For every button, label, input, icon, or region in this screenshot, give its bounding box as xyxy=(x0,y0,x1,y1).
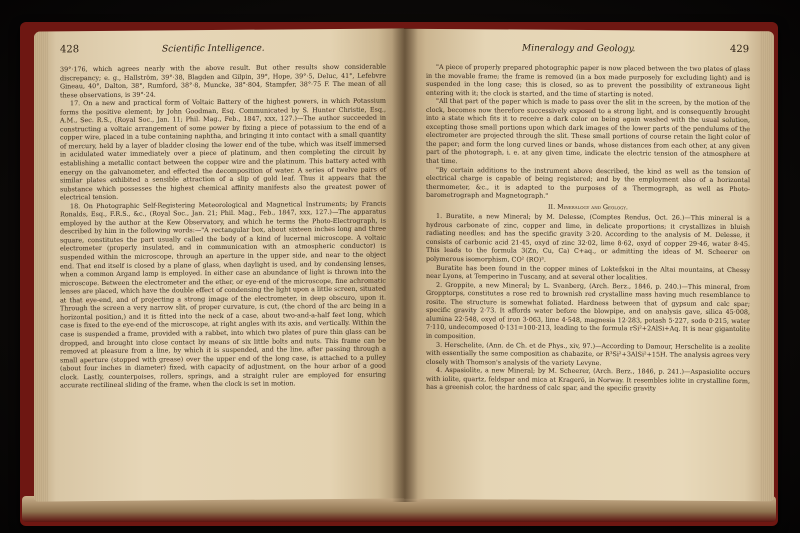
left-running-head: Scientific Intelligence. xyxy=(162,43,265,55)
paragraph: 39°·176, which agrees nearly with the above result. But other results show considerable discrepancy; e. g., Hallström, 39°·38, Blagden and Gilpin, 39°, Hope, 39°·5, Deluc, 41°, Lefebvre Gineau, 40°, Dalton, 38°, Rumford, 38°·8, Muncke, 38°·804, Stampfer, 38°·75 F. The mean of all these observations, is 39°·24. xyxy=(60,62,386,100)
right-page xyxy=(404,29,774,502)
left-page-number: 428 xyxy=(60,44,80,56)
paragraph: 4. Aspasiolite, a new Mineral; by M. Scheerer, (Arch. Berz., 1846, p. 241.)—Aspasiolite occurs with iolite, quartz, feldspar and mica at Kragerö, in Norway. It resembles iolite in crystalline form, has a greenish color, the hardness of calc spar, and the specific gravity xyxy=(426,366,750,393)
paragraph: Buratite has been found in the copper mines of Loktefskoi in the Altai mountains, at Chessy near Lyons, at Temperino in Tuscany, and at several other localities. xyxy=(426,263,750,282)
paragraph: "By certain additions to the instrument above described, the kind as well as the tension of electrical charge is capable of being registered; and by the employment also of a horizontal thermometer, &c., it is adapted to the purposes of a Thermograph, as well as Photo-barometrograph and Magnetograph." xyxy=(426,165,750,200)
paragraph: "All that part of the paper which is made to pass over the slit in the screen, by the motion of the clock, becomes now therefore successively exposed to a strong light, and is consequently brought into a state which fits it to receive a dark color on being again washed with the usual solution, excepting those small portions upon which dark images of the lower parts of the pendulums of the electrometer are projected through the slit. These small portions of course retain the light color of the paper; and form the long curved lines or bands, whose distances from each other, at any given part of the photograph, i. e. at any given time, indicate the electric tension of the atmosphere at that time. xyxy=(426,97,750,166)
paragraph: 1. Buratite, a new Mineral; by M. Delesse, (Comptes Rendus, Oct. 26.)—This mineral is a hydrous carbonate of zinc, copper and lime, in delicate proportions; it crystallizes in bluish radiating needles; and has the specific gravity 3·20. According to the analysis of M. Delesse, it consists of carbonic acid 21·45, oxyd of zinc 32·02, lime 8·62, oxyd of copper 29·46, water 8·45. This leads to the formula 3(Zn, Cu, Ca) C+aq., or admitting the ideas of M. Scheerer on polymerous isomorphism, CO² (RO)³. xyxy=(426,212,750,264)
right-page-text xyxy=(426,63,750,394)
right-page-number: 429 xyxy=(730,43,750,56)
left-page-edge xyxy=(34,31,48,501)
paragraph: 17. On a new and practical form of Voltaic Battery of the highest powers, in which Potassium forms the positive element; by John Goodman, Esq. Communicated by S. Hunter Christie, Esq., A.M., Sec. R.S., (Royal Soc., Jan. 11; Phil. Mag., Feb., 1847, xxx, 127.)—The author succeeded in constructing a voltaic arrangement of some power by fixing a piece of potassium to the end of a copper wire, placed in a tube containing naphtha, and bringing it into contact with a small quantity of mercury, held by a layer of bladder closing the lower end of the tube, which was itself immersed in acidulated water immediately over a piece of platinum, and then completing the circuit by establishing a metallic contact between the copper wire and the platinum. This battery acted with energy on the galvanometer, and effected the decomposition of water. A series of twelve pairs of similar plates exhibited a sensible attraction of a slip of gold leaf. Thus it appears that the substance which possesses the highest chemical affinity manifests also the greatest power of electrical tension. xyxy=(60,96,386,202)
left-page xyxy=(34,28,404,501)
section-heading: II. Mineralogy and Geology. xyxy=(548,202,628,212)
paragraph: 18. On Photographic Self-Registering Meteorological and Magnetical Instruments; by Francis Ronalds, Esq., F.R.S., &c., (Royal Soc., Jan. 21; Phil. Mag., Feb., 1847, xxx, 127.)—The apparatus employed by the author at the Kew Observatory, and which he terms the Photo-Electrograph, is described by him in the following words:—"A rectangular box, about sixteen inches long and three square, constitutes the part usually called the body of a kind of lucernal microscope. A voltaic electrometer (properly insulated, and in communication with an atmospheric conductor) is suspended within the microscope, through an aperture in the upper side, and near to the object end. That end itself is closed by a plane of glass, when daylight is used, and by condensing lenses, when a common Argand lamp is employed. In either case an abundance of light is thrown into the microscope. Between the electrometer and the ether, or eye-end of the microscope, fine achromatic lenses are placed, which have the double effect of condensing the light upon a little screen, situated at that eye-end, and of projecting a strong image of the electrometer, in deep obscuro, upon it. Through the screen a very narrow slit, of proper curvature, is cut, (the chord of the arc being in a horizontal position,) and it is fitted into the neck of a case, about two-and-a-half feet long, which case is fixed to the eye-end of the microscope, at right angles with its axis, and vertically. Within the case is suspended a frame, provided with a rabbet, into which two plates of pure thin glass can be dropped, and brought into close contact by means of six little bolts and nuts. This frame can be removed at pleasure from a line, by which it is suspended, and the line, after passing through a small aperture (stopped with grease) over the upper end of the long case, is attached to a pulley (about four inches in diameter) fixed, with capacity of adjustment, on the hour arbor of a good clock. Lastly, counterpoises, rollers, springs, and a straight ruler are employed for ensuring accurate rectilineal sliding of the frame, when the clock is set in motion. xyxy=(60,199,386,390)
left-page-text xyxy=(60,63,386,391)
right-page-edge xyxy=(760,31,774,501)
book-gutter xyxy=(392,28,418,502)
paragraph: 3. Herschelite, (Ann. de Ch. et de Phys., xiv, 97.)—According to Damour, Herschelite is a zeolite with essentially the same composition as chabazite, or R³Si²+3AlSi²+15H. The analysis agrees very closely with Thomson's analysis of the variety Levyne. xyxy=(426,340,750,367)
paragraph: "A piece of properly prepared photographic paper is now placed between the two plates of glass in the movable frame; the frame is removed (in a box made purposely for excluding light) and is suspended in the long case; this is closed, so as to prevent the possibility of extraneous light entering with it; the clock is started, and the time of starting is noted. xyxy=(426,62,750,99)
right-running-head: Mineralogy and Geology. xyxy=(522,43,636,55)
paragraph: 2. Groppite, a new Mineral; by L. Svanberg, (Arch. Berz., 1846, p. 240.)—This mineral, from Gropptorps, constitutes a rose red to brownish red crystalline mass having much resemblance to rosite. The structure is somewhat foliated. Hardness between that of gypsum and calc spar; specific gravity 2·73. It affords water before the blowpipe, and on analysis gave, silica 45·008, alumina 22·548, oxyd of iron 3·063, lime 4·548, magnesia 12·283, potash 5·227, soda 0·215, water 7·110, undecomposed 0·131=100·213, leading to the formula rSi²+2AlSi+Aq. It is near gigantolite in composition. xyxy=(426,280,750,341)
